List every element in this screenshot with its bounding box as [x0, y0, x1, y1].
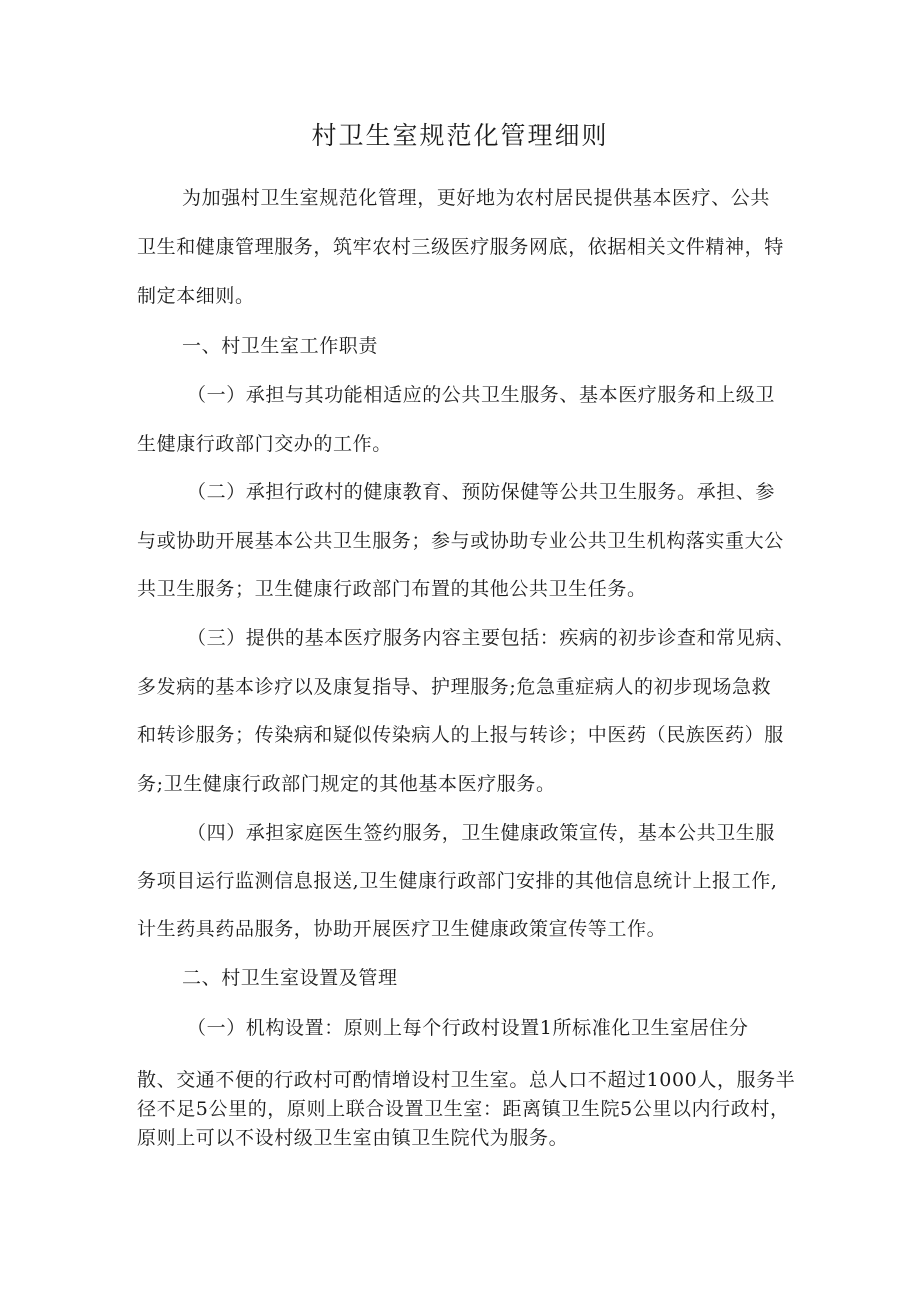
- s2-item1-line-3: 径不足5公里的，原则上联合设置卫生室：距离镇卫生院5公里以内行政村，: [137, 1098, 790, 1120]
- s1-item4-line-1: （四）承担家庭医生签约服务，卫生健康政策宣传，基本公共卫生服: [187, 822, 776, 844]
- s1-item4-line-2: 务项目运行监测信息报送,卫生健康行政部门安排的其他信息统计上报工作,: [137, 870, 778, 892]
- s1-item2-line-1: （二）承担行政村的健康教育、预防保健等公共卫生服务。承担、参: [187, 481, 776, 503]
- intro-line-3: 制定本细则。: [137, 285, 255, 307]
- intro-line-2: 卫生和健康管理服务，筑牢农村三级医疗服务网底，依据相关文件精神，特: [137, 236, 784, 258]
- s2-item1-line-2: 散、交通不便的行政村可酌情增设村卫生室。总人口不超过1000人，服务半: [137, 1069, 796, 1091]
- s2-item1-line-4: 原则上可以不设村级卫生室由镇卫生院代为服务。: [137, 1127, 569, 1149]
- s2-item1-line-1: （一）机构设置：原则上每个行政村设置1所标准化卫生室居住分: [187, 1017, 749, 1039]
- s1-item1-line-1: （一）承担与其功能相适应的公共卫生服务、基本医疗服务和上级卫: [187, 384, 776, 406]
- section2-heading: 二、村卫生室设置及管理: [182, 967, 398, 989]
- s1-item3-line-4: 务;卫生健康行政部门规定的其他基本医疗服务。: [137, 773, 556, 795]
- document-title: 村卫生室规范化管理细则: [311, 121, 609, 150]
- section1-heading: 一、村卫生室工作职责: [182, 335, 379, 357]
- s1-item3-line-1: （三）提供的基本医疗服务内容主要包括：疾病的初步诊查和常见病、: [187, 627, 795, 649]
- s1-item3-line-2: 多发病的基本诊疗以及康复指导、护理服务;危急重症病人的初步现场急救: [137, 676, 772, 698]
- s1-item3-line-3: 和转诊服务；传染病和疑似传染病人的上报与转诊；中医药（民族医药）服: [137, 724, 784, 746]
- s1-item2-line-3: 共卫生服务；卫生健康行政部门布置的其他公共卫生任务。: [137, 578, 647, 600]
- intro-line-1: 为加强村卫生室规范化管理，更好地为农村居民提供基本医疗、公共: [182, 187, 771, 209]
- s1-item2-line-2: 与或协助开展基本公共卫生服务；参与或协助专业公共卫生机构落实重大公: [137, 530, 784, 552]
- s1-item1-line-2: 生健康行政部门交办的工作。: [137, 433, 392, 455]
- s1-item4-line-3: 计生药具药品服务，协助开展医疗卫生健康政策宣传等工作。: [137, 918, 667, 940]
